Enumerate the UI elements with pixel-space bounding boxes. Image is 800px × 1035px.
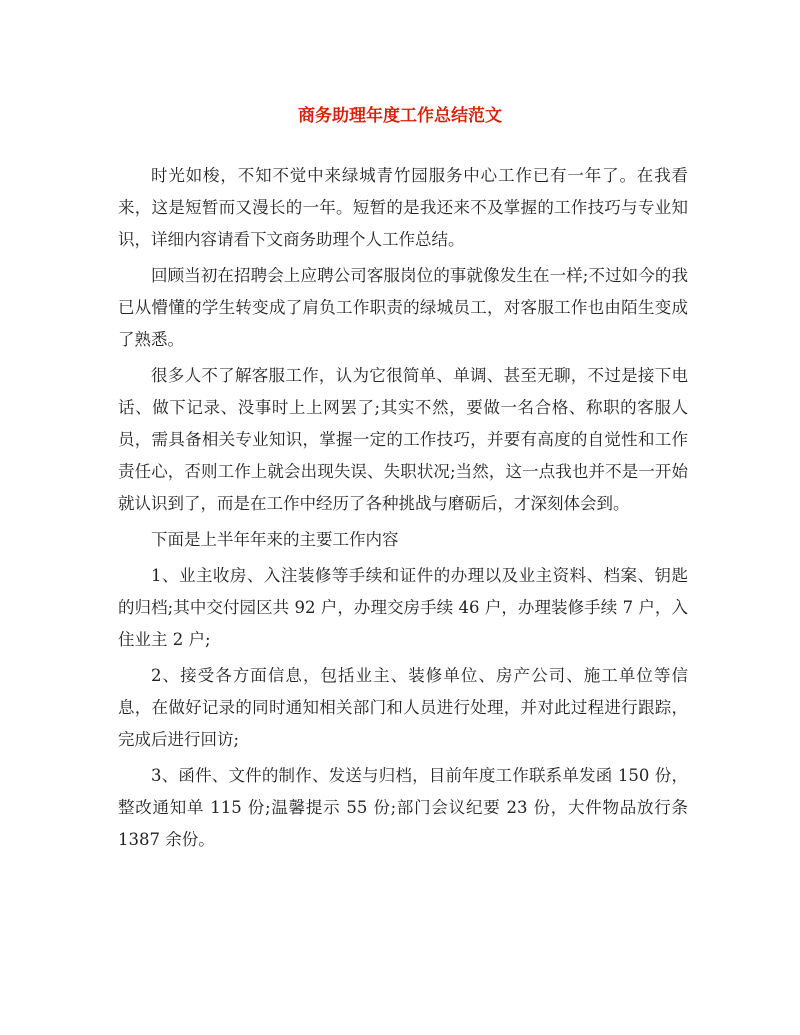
paragraph-6: 2、接受各方面信息，包括业主、装修单位、房产公司、施工单位等信息，在做好记录的同时通知相关部门和人员进行处理，并对此过程进行跟踪，完成后进行回访;: [118, 666, 688, 749]
paragraph-7: 3、函件、文件的制作、发送与归档，目前年度工作联系单发函 150 份，整改通知单 115 份;温馨提示 55 份;部门会议纪要 23 份，大件物品放行条 1387 余份。: [118, 766, 688, 849]
document-title: 商务助理年度工作总结范文: [298, 106, 502, 126]
paragraph-4: 下面是上半年年来的主要工作内容: [151, 530, 399, 549]
paragraph-5: 1、业主收房、入注装修等手续和证件的办理以及业主资料、档案、钥匙的归档;其中交付园区共 92 户，办理交房手续 46 户，办理装修手续 7 户，入住业主 2 户;: [118, 566, 688, 649]
paragraph-2: 回顾当初在招聘会上应聘公司客服岗位的事就像发生在一样;不过如今的我已从懵懂的学生转变成了肩负工作职责的绿城员工，对客服工作也由陌生变成了熟悉。: [118, 266, 688, 349]
paragraph-1: 时光如梭，不知不觉中来绿城青竹园服务中心工作已有一年了。在我看来，这是短暂而又漫长的一年。短暂的是我还来不及掌握的工作技巧与专业知识，详细内容请看下文商务助理个人工作总结。: [118, 166, 688, 249]
document-body: [118, 160, 688, 860]
paragraph-3: 很多人不了解客服工作，认为它很简单、单调、甚至无聊，不过是接下电话、做下记录、没事时上上网罢了;其实不然，要做一名合格、称职的客服人员，需具备相关专业知识，掌握一定的工作技巧，并要有高度的自觉性和工作责任心，否则工作上就会出现失误、失职状况;当然，这一点我也并不是一开始就认识到了，而是在工作中经历了各种挑战与磨砺后，才深刻体会到。: [118, 366, 688, 513]
